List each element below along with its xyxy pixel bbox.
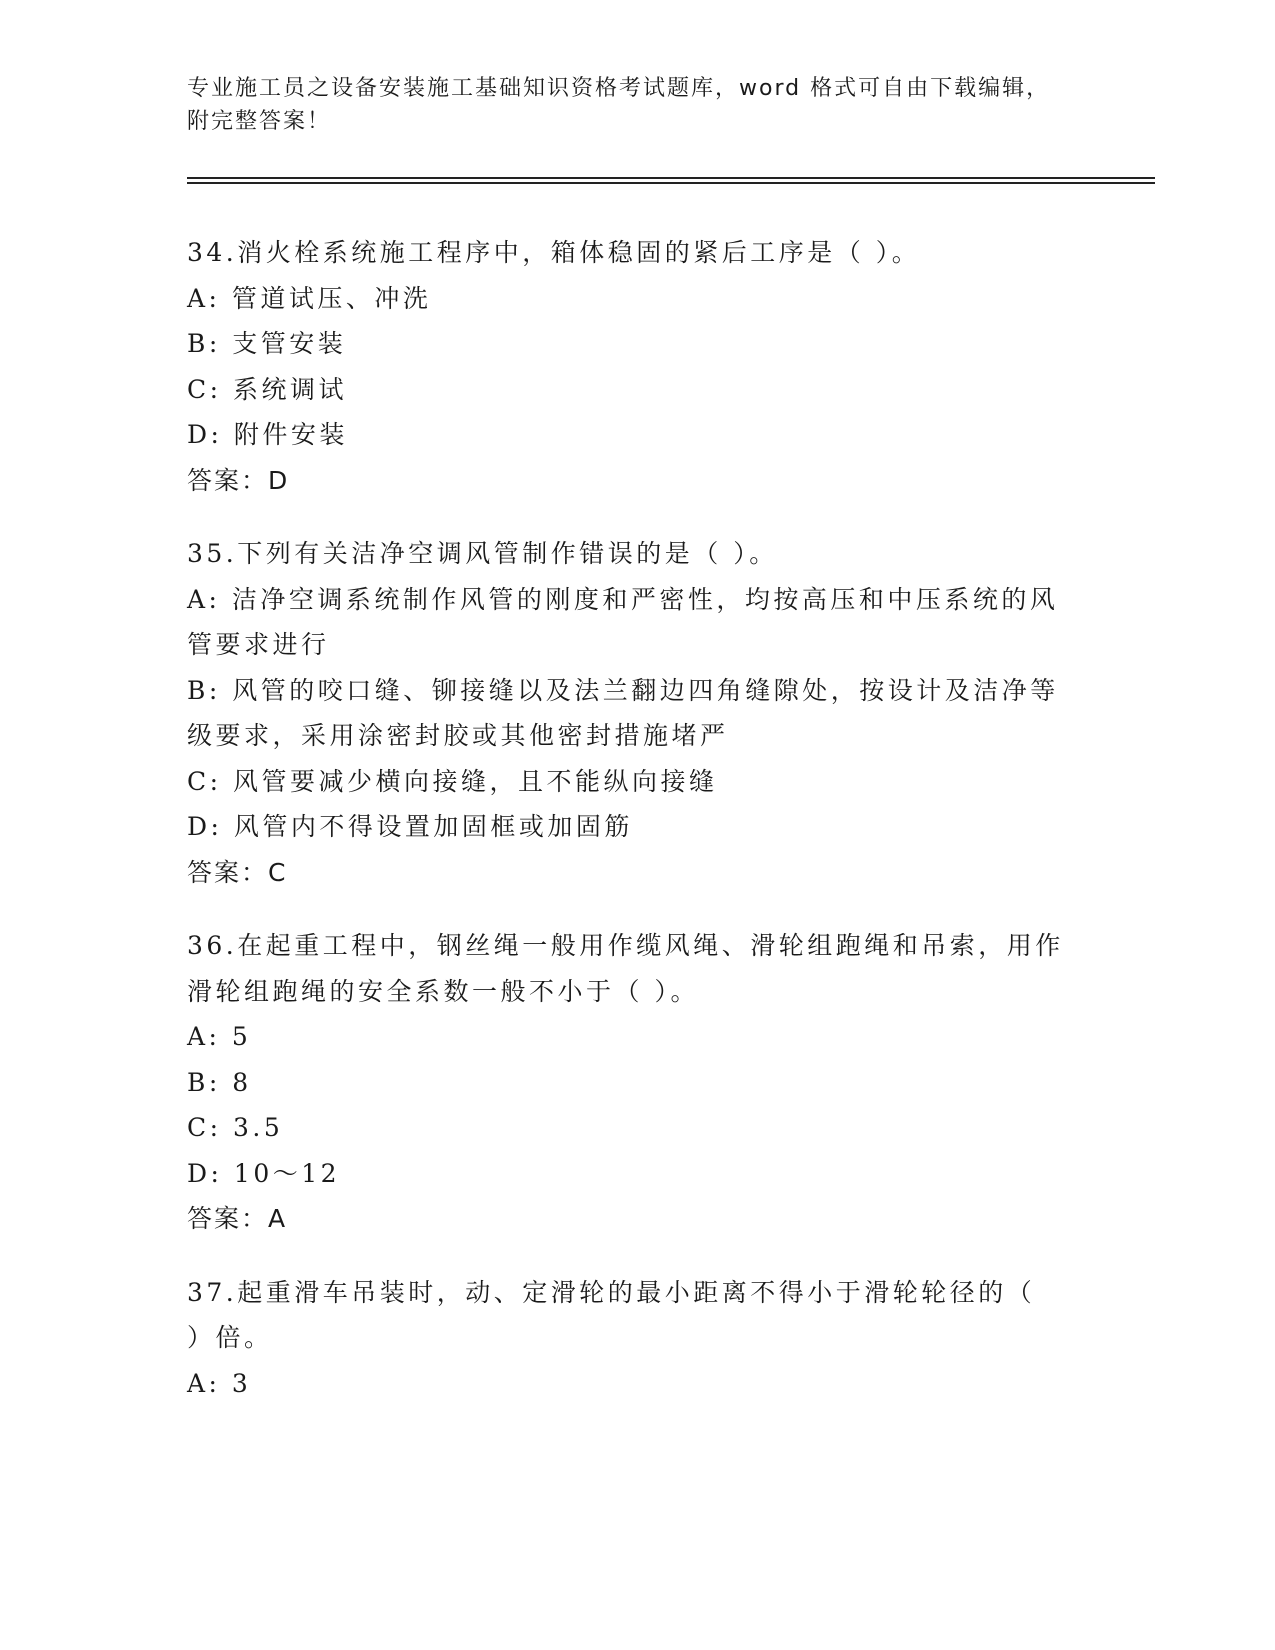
question-36 <box>187 923 1087 1242</box>
question-35 <box>187 531 1087 895</box>
answer-text: 答案：C <box>187 857 288 887</box>
header-divider-bottom <box>187 182 1155 184</box>
question-stem-continued: ）倍。 <box>187 1323 273 1352</box>
option-d: D: 风管内不得设置加固框或加固筋 <box>187 812 633 841</box>
question-list <box>187 230 1087 1434</box>
option-b-continued: 级要求，采用涂密封胶或其他密封措施堵严 <box>187 721 729 750</box>
question-37 <box>187 1270 1087 1407</box>
option-b: B: 8 <box>187 1067 252 1097</box>
option-b: B: 风管的咬口缝、铆接缝以及法兰翻边四角缝隙处，按设计及洁净等 <box>187 675 1059 705</box>
option-b: B: 支管安装 <box>187 329 347 358</box>
question-stem: 34.消火栓系统施工程序中，箱体稳固的紧后工序是（ ）。 <box>187 238 921 267</box>
option-a: A: 管道试压、冲洗 <box>187 283 432 313</box>
header-line-1: 专业施工员之设备安装施工基础知识资格考试题库，word 格式可自由下载编辑， <box>187 76 1051 101</box>
header-divider-top <box>187 177 1155 179</box>
option-d: D: 附件安装 <box>187 420 348 449</box>
answer-text: 答案：A <box>187 1204 288 1233</box>
question-stem: 36.在起重工程中，钢丝绳一般用作缆风绳、滑轮组跑绳和吊索，用作 <box>187 931 1064 960</box>
option-c: C: 系统调试 <box>187 374 347 404</box>
question-stem: 35.下列有关洁净空调风管制作错误的是（ ）。 <box>187 539 778 568</box>
option-c: C: 3.5 <box>187 1113 284 1142</box>
header-line-2: 附完整答案！ <box>187 109 332 134</box>
document-header <box>187 72 1067 138</box>
option-c: C: 风管要减少横向接缝，且不能纵向接缝 <box>187 766 718 796</box>
option-a-continued: 管要求进行 <box>187 630 330 659</box>
answer-text: 答案：D <box>187 465 290 495</box>
option-d: D: 10～12 <box>187 1158 341 1188</box>
option-a: A: 洁净空调系统制作风管的刚度和严密性，均按高压和中压系统的风 <box>187 584 1059 614</box>
question-34 <box>187 230 1087 503</box>
question-stem: 37.起重滑车吊装时，动、定滑轮的最小距离不得小于滑轮轮径的（ <box>187 1277 1036 1307</box>
question-stem-continued: 滑轮组跑绳的安全系数一般不小于（ ）。 <box>187 976 699 1006</box>
option-a: A: 3 <box>187 1368 252 1398</box>
option-a: A: 5 <box>187 1022 252 1051</box>
